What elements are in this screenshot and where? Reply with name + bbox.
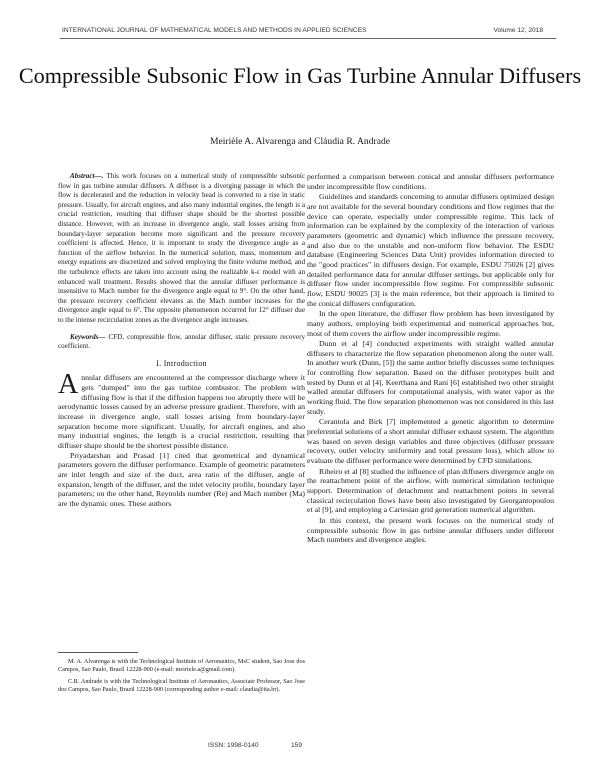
paragraph-continuation: performed a comparison between conical and annular diffusers performance under incompressible flow conditions. <box>307 172 554 191</box>
abstract <box>58 172 305 326</box>
abstract-label: Abstract—. <box>70 172 104 180</box>
footnote-1: M. A. Alvarenga is with the Technological Institute of Aeronautics, MsC student, Sao Jose dos Campos, Sao Paulo, Brazil 12228-900 (e-mail: meiriele.a@gmail.com). <box>58 658 305 674</box>
author-line: Meirièle A. Alvarenga and Cláudia R. Andrade <box>209 136 391 147</box>
footnote-rule <box>58 652 138 653</box>
abstract-text: This work focuses on a numerical study of compressible subsonic flow in gas turbine annular diffusers. A diffuser is a diverging passage in which the flow is decelerated and the reduction in velocity head is converted to a rise in static pressure. Usually, for aircraft engines, and also many industrial engines, the length is a crucial restriction, resulting that diffuser shape should be the shortest possible distance. However, with an increase in divergence angle, stall losses arising from boundary-layer separation become more significant and the pressure recovery coefficient is affected. Hence, it is important to study the divergence angle as a function of the airflow behavior. In the numerical solution, mass, momentum and energy equations are discretized and solved employing the finite volume method, and the turbulence effects are taken into account using the realizable k-ε model with an enhanced wall treatment. Results showed that the annular diffuser performance is insensitive to Mach number for the divergence angle equal to 9°. On the other hand, the pressure recovery coefficient elevates as the Mach number increases for the divergence angle equal to 6°. The opposite phenomenon occurred for 12° diffuser due to the intense recirculation zones as the divergence angle increases. <box>58 172 305 324</box>
paragraph-cerantola: Cerantola and Birk [7] implemented a genetic algorithm to determine preferential solutions of a short annular diffuser exhaust system. The algorithm was based on seven design variables and three objectives (diffuser pressure recovery, outlet velocity uniformity and total pressure loss), which allow to evaluate the diffuser performance were determined by CFD simulations. <box>307 417 554 466</box>
left-column <box>58 172 305 509</box>
header-rule <box>60 38 556 39</box>
journal-header: INTERNATIONAL JOURNAL OF MATHEMATICAL MODELS AND METHODS IN APPLIED SCIENCES <box>62 27 367 34</box>
issn-label: ISSN: 1998-0140 <box>208 742 259 749</box>
intro-paragraph-2: Priyadarshan and Prasad [1] cited that geometrical and dynamical parameters govern the diffuser performance. Example of geometric parameters are inlet length and size of the duct, area ratio of the diffuser, angle of expansion, length of the diffuser, and the inlet velocity profile, boundary layer parameters; on the other hand, Reynolds number (Re) and Mach number (Ma) are the dynamic ones. These authors <box>58 450 305 508</box>
intro-paragraph-1: nnular diffusers are encountered at the compressor discharge where it gets "dumped" into the gas turbine combustor. The problem with diffusing flow is that if the diffusion happens too abruptly there will be aerodynamic losses caused by an adverse pressure gradient. Therefore, with an increase in divergence angle, stall losses arising from boundary-layer separation become more significant. Usually, for aircraft engines, and also many industrial engines, the length is a crucial restriction, resulting that diffuser shape should be the shortest possible distance. <box>58 373 305 450</box>
paragraph-literature: In the open literature, the diffuser flow problem has been investigated by many authors, employing both experimental and numerical approaches but, most of them covers the airflow under incompressible regime. <box>307 309 554 338</box>
keywords-label: Keywords— <box>70 332 106 341</box>
paragraph-dunn: Dunn et al [4] conducted experiments with straight walled annular diffusers to characterize the flow separation phenomenon along the outer wall. In another work (Dunn, [5]) the same author briefly discusses some techniques for controlling flow separation. Based on the diffuser prototypes built and tested by Dunn et al [4], Keerthana and Rani [6] established two other straight walled annular diffusers for computational analysis, with water vapor as the working fluid. The flow separation phenomenon was not considered in this last study. <box>307 339 554 416</box>
keywords-text: CFD, compressible flow, annular diffuser, static pressure recovery coefficient. <box>58 332 305 351</box>
page-number: 159 <box>291 742 303 749</box>
paragraph-guidelines: Guidelines and standards concerning to annular diffusers optimized design are not available for the several boundary conditions and flow regimes that the device can operate, especially under compressible regime. This lack of information can be explained by the complexity of the interaction of various parameters (geometric and dynamic) which influence the pressure recovery, and also due to the unstable and non-uniform flow behavior. The ESDU database (Engineering Sciences Data Unit) provides information directed to the "good practices" in diffusers design. For example, ESDU 75026 [2] gives detailed performance data for annular diffuser settings, but applicable only for diffuser flow under incompressible flow regime. For compressible subsonic flow, ESDU 90025 [3] is the main reference, but their approach is limited to the conical diffusers configuration. <box>307 192 554 308</box>
right-column <box>307 172 554 546</box>
paragraph-ribeiro: Ribeiro et al [8] studied the influence of plan diffusers divergence angle on the reattachment point of the airflow, with numerical simulation technique support. Determination of detachment and reattachment points in several classical recirculation flows have been also investigated by Georgantopoulou et al [9], and employing a Cartesian grid generation numerical algorithm. <box>307 466 554 515</box>
drop-cap: A <box>58 369 79 401</box>
footnote-2: C.R. Andrade is with the Technological Institute of Aeronautics, Associate Professor, Sao Jose dos Campos, Sao Paulo, Brazil 12228-900 (corresponding author e-mail: claudia@ita.br). <box>58 677 305 694</box>
section-heading: I. Introduction <box>156 358 207 368</box>
footnotes <box>58 658 305 698</box>
paper-title: Compressible Subsonic Flow in Gas Turbine Annular Diffusers <box>18 63 582 88</box>
introduction <box>58 369 305 508</box>
paragraph-context: In this context, the present work focuses on the numerical study of compressible subsonic flow in gas turbine annular diffusers under different Mach numbers and divergence angles. <box>307 515 554 545</box>
volume-label: Volume 12, 2018 <box>493 27 543 34</box>
keywords <box>58 333 305 352</box>
